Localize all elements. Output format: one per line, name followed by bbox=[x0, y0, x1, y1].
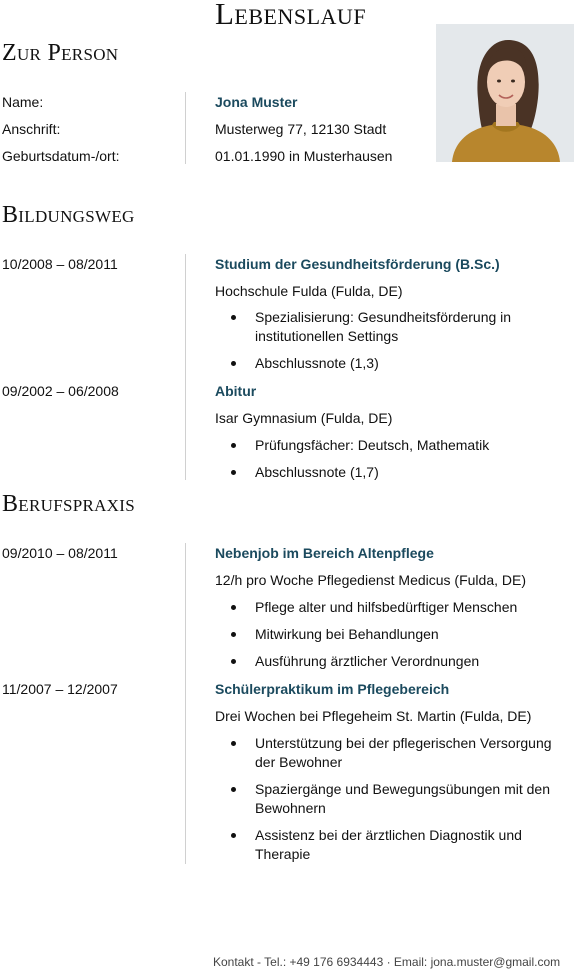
education-period: 10/2008 – 08/2011 bbox=[2, 256, 118, 272]
label-name: Name: bbox=[2, 94, 44, 110]
portrait-photo bbox=[436, 24, 574, 162]
portrait-photo-graphic bbox=[436, 24, 574, 162]
list-item: Abschlussnote (1,7) bbox=[215, 463, 565, 482]
label-birth: Geburtsdatum-/ort: bbox=[2, 148, 120, 164]
education-bullet-list bbox=[215, 436, 565, 482]
list-item: Ausführung ärztlicher Verordnungen bbox=[215, 652, 565, 671]
label-address: Anschrift: bbox=[2, 121, 61, 137]
divider-personal bbox=[185, 92, 186, 164]
list-item: Prüfungsfächer: Deutsch, Mathematik bbox=[215, 436, 565, 455]
education-bullet-list bbox=[215, 308, 565, 373]
contact-footer: Kontakt - Tel.: +49 176 6934443 · Email: jona.muster@gmail.com bbox=[213, 955, 561, 969]
list-item: Assistenz bei der ärztlichen Diagnostik und Therapie bbox=[215, 826, 565, 864]
experience-period: 09/2010 – 08/2011 bbox=[2, 545, 118, 561]
list-item: Pflege alter und hilfsbedürftiger Menschen bbox=[215, 598, 565, 617]
education-place: Hochschule Fulda (Fulda, DE) bbox=[215, 283, 403, 299]
value-name: Jona Muster bbox=[215, 94, 298, 110]
experience-title: Schülerpraktikum im Pflegebereich bbox=[215, 681, 450, 697]
education-title: Abitur bbox=[215, 383, 257, 399]
list-item: Unterstützung bei der pflegerischen Versorgung der Bewohner bbox=[215, 734, 565, 772]
list-item: Spezialisierung: Gesundheitsförderung in institutionellen Settings bbox=[215, 308, 565, 346]
experience-place: 12/h pro Woche Pflegedienst Medicus (Fulda, DE) bbox=[215, 572, 527, 588]
value-address: Musterweg 77, 12130 Stadt bbox=[215, 121, 387, 137]
experience-period: 11/2007 – 12/2007 bbox=[2, 681, 118, 697]
divider-education bbox=[185, 254, 186, 480]
section-title-personal: Zur Person bbox=[2, 40, 119, 66]
experience-bullet-list bbox=[215, 734, 565, 864]
section-title-experience: Berufspraxis bbox=[2, 491, 135, 517]
list-item: Mitwirkung bei Behandlungen bbox=[215, 625, 565, 644]
list-item: Abschlussnote (1,3) bbox=[215, 354, 565, 373]
section-title-education: Bildungsweg bbox=[2, 202, 135, 228]
experience-title: Nebenjob im Bereich Altenpflege bbox=[215, 545, 434, 561]
list-item: Spaziergänge und Bewegungsübungen mit den Bewohnern bbox=[215, 780, 565, 818]
education-period: 09/2002 – 06/2008 bbox=[2, 383, 119, 399]
experience-place: Drei Wochen bei Pflegeheim St. Martin (Fulda, DE) bbox=[215, 708, 532, 724]
divider-experience bbox=[185, 543, 186, 864]
education-place: Isar Gymnasium (Fulda, DE) bbox=[215, 410, 393, 426]
experience-bullet-list bbox=[215, 598, 565, 671]
page-title: Lebenslauf bbox=[215, 0, 367, 31]
value-birth: 01.01.1990 in Musterhausen bbox=[215, 148, 393, 164]
education-title: Studium der Gesundheitsförderung (B.Sc.) bbox=[215, 256, 500, 272]
